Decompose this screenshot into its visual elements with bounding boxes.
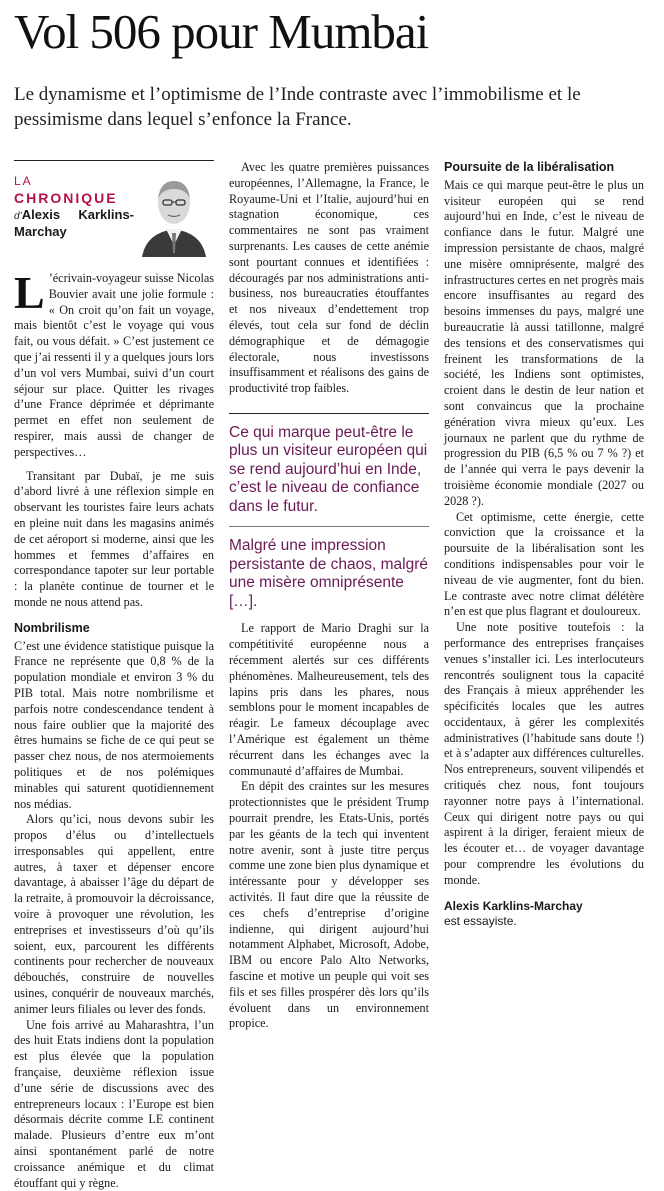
chronique-header (14, 160, 214, 261)
subheading: Nombrilisme (14, 620, 90, 635)
column-1 (14, 160, 214, 1191)
chronique-author (14, 207, 134, 239)
author-prefix: d’ (14, 211, 22, 222)
author-name: Alexis Karklins-Marchay (14, 207, 134, 239)
paragraph: En dépit des craintes sur les mesures protectionnistes que le président Trump pourrait prendre, les Etats-Unis, portés par les géants de la tech qui inventent notre avenir, sont à juste titre perçus comme une zone bien plus dynamique et intéressante pour y développer ses activités. Il faut dire que la réussite de ces chefs d’entreprise d’origine indienne, qui dirigent aujourd’hui notamment Alphabet, Microsoft, Adobe, IBM ou encore Palo Alto Networks, fascine et motive un peuple qui voit ses fils et ses filles prospérer dès lors qu’ils évoluent dans un environnement propice. (229, 779, 429, 1031)
paragraph: Alors qu’ici, nous devons subir les propos d’élus ou d’intellectuels irresponsables qui appellent, entre autres, à taxer et dépenser encore davantage, à abaisser l’âge du départ de la retraite, à promouvoir la décroissance, voire à provoquer une révolution, les entreprises et investisseurs d’où qu’ils soient, eux, parcourent les différents continents pour rechercher de nouveaux débouchés, construire de nouvelles usines, conquérir de nouveaux marchés, animer leurs filiales ou lever des fonds. (14, 812, 214, 1016)
paragraph: C’est une évidence statistique puisque la France ne représente que 0,8 % de la population mondiale et environ 3 % du PIB total. Mais notre nombrilisme et parfois notre condescendance tendent à nous faire oublier que la majorité des êtres humains se fiche de ce qui peut se passer chez nous, de nos atermoiements politiques et de nos polémiques minables qui saturent quotidiennement nos médias. (14, 638, 214, 811)
kicker-la: LA (14, 174, 33, 188)
paragraph: Mais ce qui marque peut-être le plus un visiteur européen qui se rend aujourd’hui en Inde, c’est le niveau de confiance dans le futur. Malgré une impression persistante de chaos, malgré une misère omniprésente, malgré des infrastructures certes en net progrès mais encore insuffisantes au regard des besoins immenses du pays, malgré une bureaucratie là aussi tatillonne, malgré des tensions et des conservatismes qui freinent les transformations de la société, les Indiens sont optimistes, croient dans le destin de leur nation et sont convaincus que la prochaine génération vivra mieux qu’eux. Les journaux ne parlent que du rythme de progression du PIB (6,5 % ou 7 % ?) et de l’année qui verra le pays devenir la troisième économie mondiale (2027 ou 2028 ?). (444, 177, 644, 508)
paragraph: Une fois arrivé au Maharashtra, l’un des huit Etats indiens dont la population est plus élevée que la population française, deuxième réflexion issue d’une série de discussions avec des entrepreneurs locaux : l’Europe est bien désormais décrite comme LE continent malade. Plusieurs d’entre eux m’ont ainsi spontanément parlé de notre croissance anémique et du climat étouffant qui y règne. (14, 1017, 214, 1190)
paragraph-text: ’écrivain-voyageur suisse Nicolas Bouvier avait une jolie formule : « On croit qu’on fait un voyage, mais bientôt c’est le voyage qui vous fait, ou vous défait. » C’est justement ce que j’ai ressenti il y a quelques jours lors d’un vol vers Mumbai, suivi d’un court séjour sur place. Quitter les rivages d’une France déprimée et déprimante permet en effet non seulement de respirer, mais aussi de changer de perspectives… (14, 271, 214, 459)
kicker-chronique: CHRONIQUE (14, 190, 118, 206)
paragraph: Avec les quatre premières puissances européennes, l’Allemagne, la France, le Royaume-Uni et l’Italie, aujourd’hui en stagnation économique, ces commentaires ne sont pas vraiment surprenants. Les causes de cette anémie sont pourtant connues et identifiées : découragés par nos administrations anti-business, nos bureaucraties étouffantes et nos niveaux d’endettement trop élevés, tout cela sur fond de déclin démographique et de démagogie électorale, nous investissons insuffisamment et réalisons des gains de productivité trop faibles. (229, 160, 429, 396)
signature-name: Alexis Karklins-Marchay (444, 898, 583, 913)
pull-quote-1: Ce qui marque peut-être le plus un visiteur européen qui se rend aujourd’hui en Inde, c’est le niveau de confiance dans le futur. (229, 423, 428, 515)
column-2 (229, 160, 429, 1032)
chronique-kicker (14, 173, 118, 207)
article-standfirst: Le dynamisme et l’optimisme de l’Inde contraste avec l’immobilisme et le pessimisme dans lequel s’enfonce la France. (14, 84, 581, 130)
signature (444, 899, 644, 929)
subheading: Poursuite de la libéralisation (444, 160, 615, 174)
article-headline: Vol 506 pour Mumbai (14, 4, 429, 59)
author-portrait-icon (138, 169, 210, 257)
signature-role: est essayiste. (444, 913, 517, 928)
paragraph: Une note positive toutefois : la performance des entreprises françaises venues s’installer ici. Les interlocuteurs rencontrés soulignent tous la capacité des Français à mieux appréhender les spécificités locales que les autres occidentaux, à gérer les complexités administratives (l’habitude sans doute !) et à s’adapter aux différences culturelles. Nos entrepreneurs, souvent vilipendés et critiqués chez nous, font toujours rayonner notre pays à l’international. Ceux qui dirigent notre pays ou qui aspirent à la diriger, feraient mieux de les écouter et… de voyager davantage pour comprendre les évolutions du monde. (444, 620, 644, 887)
paragraph: Cet optimisme, cette énergie, cette conviction que la croissance et la poursuite de la libéralisation sont les conditions indispensables pour voir le niveau de vie augmenter, font du bien. Le contraste avec notre climat délétère n’en est que plus flagrant et douloureux. (444, 509, 644, 619)
paragraph: Transitant par Dubaï, je me suis d’abord livré à une réflexion simple en observant les touristes faire leurs achats en pleine nuit dans les magasins animés de cet aéroport si moderne, ainsi que les hommes et femmes d’affaires en correspondance tapoter sur leur portable : la planète continue de tourner et le monde ne nous attend pas. (14, 468, 214, 609)
column-3 (444, 160, 644, 929)
paragraph: Le rapport de Mario Draghi sur la compétitivité européenne nous a récemment alertés sur ces différents phénomènes. Malheureusement, tels des lapins pris dans les phares, nous semblons pour le moment incapables de réagir. Le fameux découplage avec l’Amérique est également un thème récurrent dans les échanges avec la communauté d’affaires de Mumbai. (229, 621, 429, 778)
drop-cap: L (14, 267, 45, 318)
pull-quote-2: Malgré une impression persistante de chaos, malgré une misère omniprésente […]. (229, 526, 429, 611)
paragraph (14, 267, 214, 461)
pull-quote (229, 413, 429, 612)
